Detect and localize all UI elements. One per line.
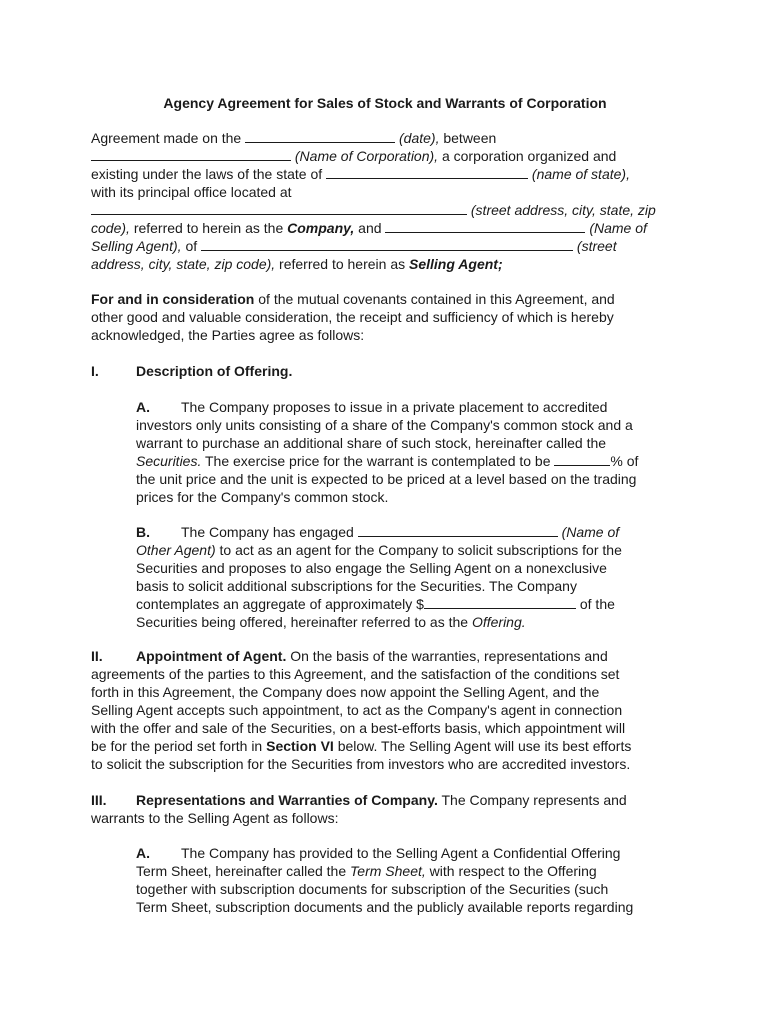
preamble-line: existing under the laws of the state of (name of state), xyxy=(91,166,630,182)
preamble-line: address, city, state, zip code), referred to herein as Selling Agent; xyxy=(91,256,503,272)
section-1b-paragraph: B. The Company has engaged (Name of Other Agent) to act as an agent for the Company to solicit subscriptions for the Securities and proposes to also engage the Selling Agent on a nonexclusive basis to solicit additional subscriptions for the Securities. The Company contemplates an aggregate of approximately $ of the Securities being offered, hereinafter referred to as the Offering. xyxy=(136,524,622,630)
document-title: Agency Agreement for Sales of Stock and Warrants of Corporation xyxy=(163,95,607,111)
preamble-line: with its principal office located at xyxy=(91,184,292,200)
aggregate-amount-blank[interactable] xyxy=(424,595,576,609)
preamble-line: (street address, city, state, zip xyxy=(91,201,681,219)
section-1a-paragraph: A. The Company proposes to issue in a private placement to accredited investors only units consisting of a share of the Company's common stock and a warrant to purchase an additional share of such stock, hereinafter called the Securities. The exercise price for the warrant is contemplated to be % of the unit price and the unit is expected to be priced at a level based on the trading prices for the Company's common stock. xyxy=(136,399,639,505)
preamble xyxy=(91,129,681,273)
other-agent-blank[interactable] xyxy=(358,523,558,537)
selling-agent-name-blank[interactable] xyxy=(385,219,585,233)
agent-address-blank[interactable] xyxy=(201,237,573,251)
preamble-line: Agreement made on the (date), between xyxy=(91,130,497,146)
company-address-blank[interactable] xyxy=(91,201,467,215)
state-blank[interactable] xyxy=(326,165,528,179)
date-blank[interactable] xyxy=(245,129,395,143)
consideration-paragraph: For and in consideration of the mutual covenants contained in this Agreement, and other good and valuable consideration, the receipt and sufficiency of which is hereby acknowledged, the Parties agree as follows: xyxy=(91,291,615,343)
section-3a-paragraph: A. The Company has provided to the Selling Agent a Confidential Offering Term Sheet, hereinafter called the Term Sheet, with respect to the Offering together with subscription documents for subscription of the Securities (such Term Sheet, subscription documents and the publicly available reports regarding xyxy=(136,845,634,915)
exercise-percent-blank[interactable] xyxy=(554,452,610,466)
preamble-line: code), referred to herein as the Company, and (Name of xyxy=(91,220,647,236)
preamble-line: Selling Agent), of (street xyxy=(91,238,617,254)
corporation-name-blank[interactable] xyxy=(91,147,291,161)
preamble-line: (Name of Corporation), a corporation organized and xyxy=(91,147,681,165)
section-2-paragraph: II. Appointment of Agent. On the basis of the warranties, representations and agreements of the parties to this Agreement, and the satisfaction of the conditions set forth in this Agreement, the Company does now appoint the Selling Agent, and the Selling Agent accepts such appointment, to act as the Company's agent in connection with the offer and sale of the Securities, on a best-efforts basis, which appointment will be for the period set forth in Section VI below. The Selling Agent will use its best efforts to solicit the subscription for the Securities from investors who are accredited investors. xyxy=(91,648,632,772)
section-3-paragraph: III. Representations and Warranties of Company. The Company represents and warrants to the Selling Agent as follows: xyxy=(91,792,627,826)
section-1-heading: I. Description of Offering. xyxy=(91,363,293,379)
